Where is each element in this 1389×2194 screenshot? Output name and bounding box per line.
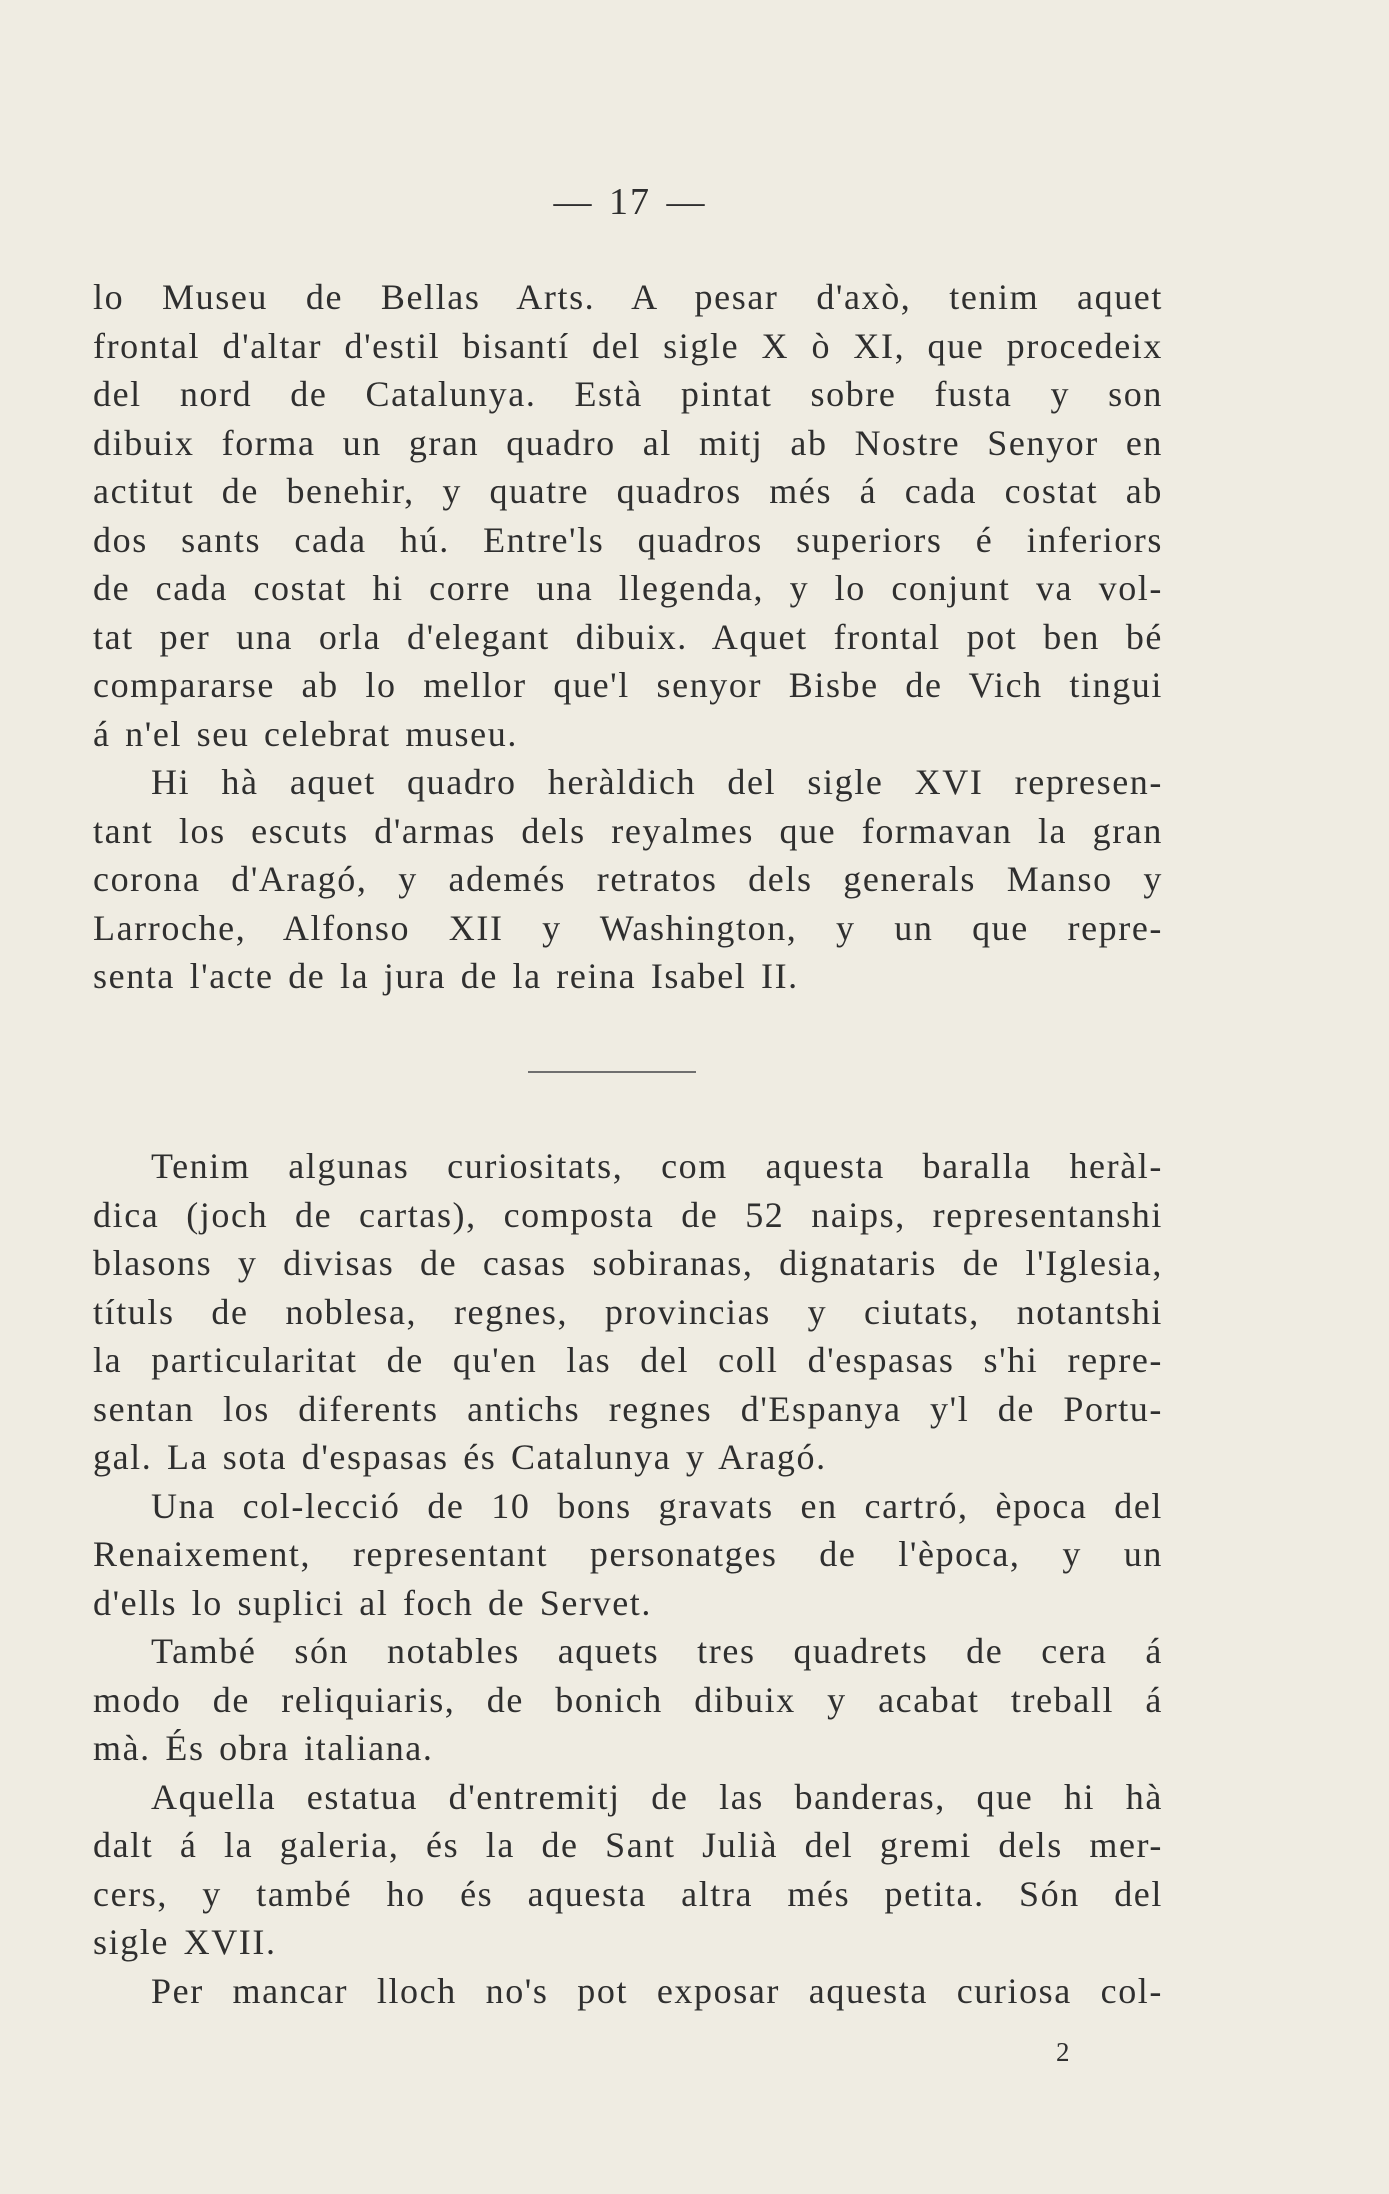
text-line: d'ells lo suplici al foch de Servet.: [93, 1582, 652, 1623]
text-line: Renaixement, representant personatges de l'època, y un: [93, 1534, 1163, 1574]
text-line: Aquella estatua d'entremitj de las banderas, que hi hà: [151, 1776, 1163, 1817]
section-1-text: [93, 273, 1163, 1001]
section-divider: [528, 1071, 696, 1073]
signature-mark: 2: [1056, 2037, 1072, 2067]
text-line: dica (joch de cartas), composta de 52 naips, representanshi: [93, 1194, 1163, 1235]
page-number: — 17 —: [553, 181, 707, 223]
text-line: á n'el seu celebrat museu.: [93, 713, 518, 754]
text-line: sigle XVII.: [93, 1922, 277, 1962]
text-line: Larroche, Alfonso XII y Washington, y un que repre-: [93, 907, 1163, 948]
text-line: lo Museu de Bellas Arts. A pesar d'axò, tenim aquet: [93, 277, 1163, 317]
text-line: tant los escuts d'armas dels reyalmes que formavan la gran: [93, 810, 1163, 851]
text-line: cers, y també ho és aquesta altra més petita. Són del: [93, 1873, 1163, 1914]
text-line: dibuix forma un gran quadro al mitj ab Nostre Senyor en: [93, 422, 1163, 463]
section-2-text: [93, 1142, 1163, 2015]
text-line: gal. La sota d'espasas és Catalunya y Aragó.: [93, 1437, 827, 1477]
text-line: dos sants cada hú. Entre'ls quadros superiors é inferiors: [93, 519, 1163, 560]
text-line: de cada costat hi corre una llegenda, y lo conjunt va vol-: [93, 568, 1163, 608]
text-line: la particularitat de qu'en las del coll d'espasas s'hi repre-: [93, 1340, 1163, 1380]
text-line: sentan los diferents antichs regnes d'Espanya y'l de Portu-: [93, 1388, 1163, 1429]
text-line: També són notables aquets tres quadrets de cera á: [151, 1631, 1163, 1671]
text-line: tat per una orla d'elegant dibuix. Aquet frontal pot ben bé: [93, 616, 1163, 657]
text-line: del nord de Catalunya. Està pintat sobre fusta y son: [93, 374, 1163, 414]
text-line: títuls de noblesa, regnes, provincias y ciutats, notantshi: [93, 1291, 1163, 1332]
text-line: compararse ab lo mellor que'l senyor Bisbe de Vich tingui: [93, 665, 1163, 705]
text-line: Una col-lecció de 10 bons gravats en cartró, època del: [151, 1485, 1163, 1526]
text-line: Hi hà aquet quadro heràldich del sigle XVI represen-: [151, 762, 1163, 802]
text-line: Per mancar lloch no's pot exposar aquesta curiosa col-: [151, 1970, 1163, 2011]
text-line: mà. És obra italiana.: [93, 1728, 434, 1768]
text-line: corona d'Aragó, y ademés retratos dels generals Manso y: [93, 859, 1163, 899]
text-line: actitut de benehir, y quatre quadros més á cada costat ab: [93, 471, 1163, 511]
text-line: senta l'acte de la jura de la reina Isabel II.: [93, 956, 799, 996]
text-line: Tenim algunas curiositats, com aquesta baralla heràl-: [151, 1146, 1163, 1186]
text-line: blasons y divisas de casas sobiranas, dignataris de l'Iglesia,: [93, 1243, 1163, 1283]
text-line: frontal d'altar d'estil bisantí del sigle X ò XI, que procedeix: [93, 325, 1163, 366]
text-line: modo de reliquiaris, de bonich dibuix y acabat treball á: [93, 1679, 1163, 1720]
text-line: dalt á la galeria, és la de Sant Julià del gremi dels mer-: [93, 1825, 1163, 1865]
